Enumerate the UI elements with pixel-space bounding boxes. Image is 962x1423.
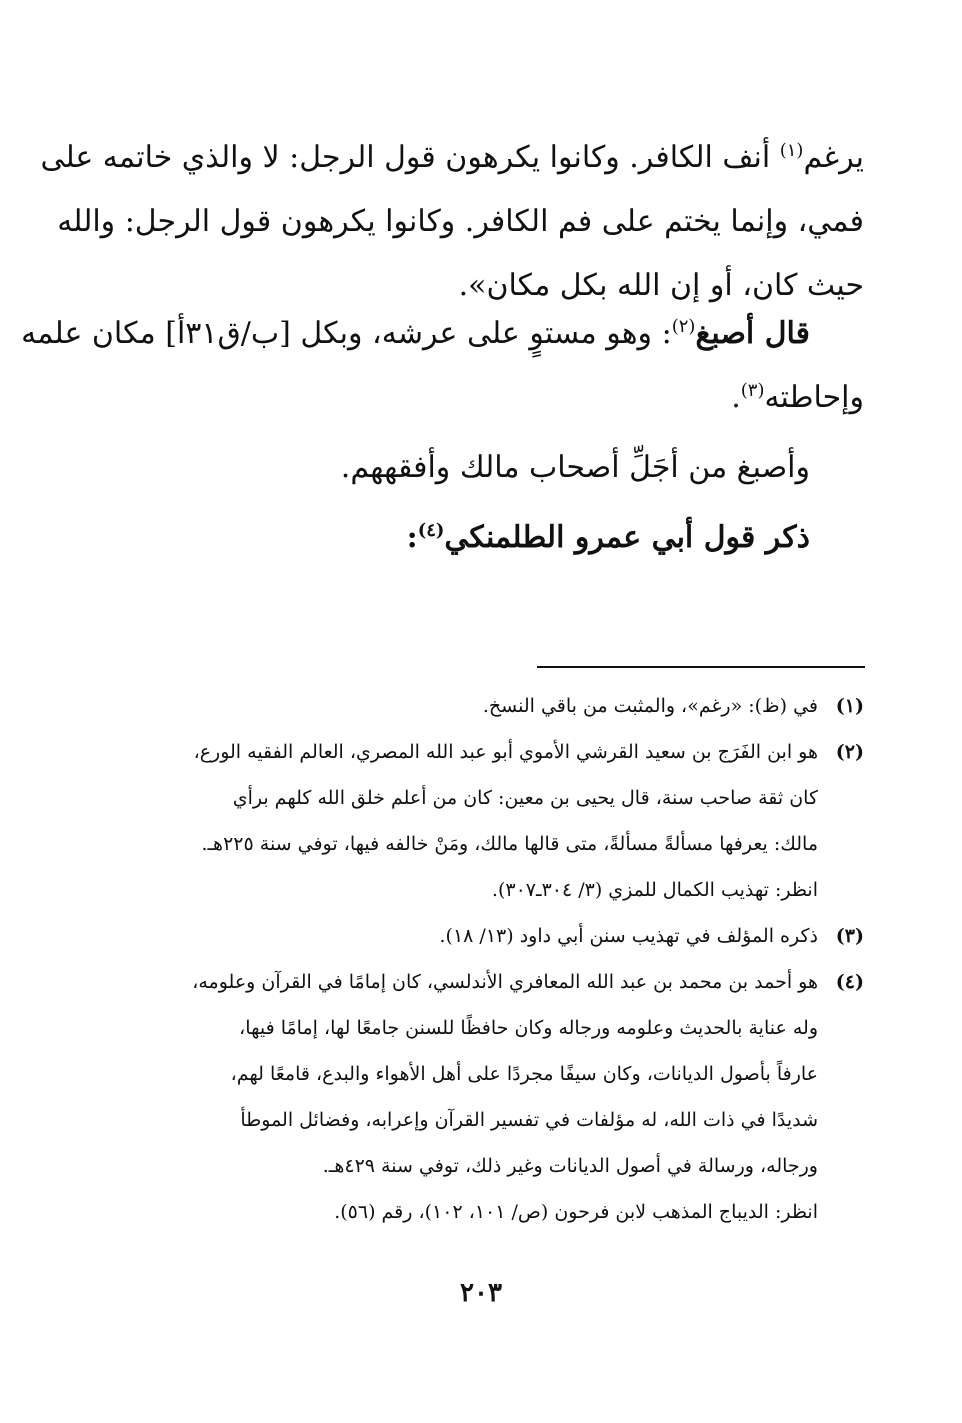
- footnote-number: (٢): [835, 741, 864, 763]
- footnote-marker-4: (٤): [417, 520, 445, 541]
- text-line: [40, 126, 864, 190]
- text-run: :: [406, 520, 418, 555]
- footnote-text: ذكره المؤلف في تهذيب سنن أبي داود (١٣/ ١٨).: [439, 925, 818, 947]
- footnote-2: [70, 729, 864, 913]
- heading-text: ذكر قول أبي عمرو الطلمنكي: [444, 520, 810, 555]
- footnote-line: مالك: يعرفها مسألةً مسألةً، متى قالها مالك، ومَنْ خالفه فيها، توفي سنة ٢٢٥هـ.: [201, 833, 818, 855]
- text-line: وأصبغ من أجَلِّ أصحاب مالك وأفقههم.: [340, 450, 810, 485]
- footnote-1: [70, 683, 864, 729]
- speaker-name: قال أصبغ: [695, 316, 810, 351]
- footnote-4: [70, 959, 864, 1235]
- main-paragraph-2: [21, 302, 864, 430]
- footnote-number: (٤): [835, 971, 864, 993]
- main-paragraph-1: [40, 126, 864, 318]
- section-heading: [88, 506, 864, 570]
- footnote-number: (١): [835, 695, 864, 717]
- footnote-separator: [537, 666, 865, 668]
- text-run: .: [731, 380, 741, 415]
- text-run: يرغم: [803, 140, 864, 175]
- footnote-line: وله عناية بالحديث وعلومه ورجاله وكان حافظًا للسنن جامعًا لها، إمامًا فيها،: [239, 1017, 818, 1039]
- footnote-line: انظر: تهذيب الكمال للمزي (٣/ ٣٠٤ـ٣٠٧).: [491, 879, 818, 901]
- footnote-3: [70, 913, 864, 959]
- main-paragraph-3: [88, 436, 864, 500]
- footnote-line: شديدًا في ذات الله، له مؤلفات في تفسير القرآن وإعرابه، وفضائل الموطأ: [240, 1109, 818, 1131]
- footnote-line: كان ثقة صاحب سنة، قال يحيى بن معين: كان من أعلم خلق الله كلهم برأي: [232, 787, 818, 809]
- footnote-marker-3: (٣): [740, 380, 765, 401]
- footnote-text: في (ظ): «رغم»، والمثبت من باقي النسخ.: [482, 695, 818, 717]
- footnote-text: هو أحمد بن محمد بن عبد الله المعافري الأندلسي، كان إمامًا في القرآن وعلومه،: [192, 971, 818, 993]
- footnote-line: [70, 959, 864, 1005]
- footnote-line: [70, 683, 864, 729]
- page-number: ٢٠٣: [460, 1278, 502, 1308]
- footnote-line: [70, 913, 864, 959]
- text-line: [21, 302, 864, 366]
- footnote-line: [70, 729, 864, 775]
- text-run: أنف الكافر. وكانوا يكرهون قول الرجل: لا والذي خاتمه على: [40, 140, 780, 175]
- text-line: [88, 366, 864, 430]
- text-line: [88, 506, 864, 570]
- footnote-marker-1: (١): [779, 140, 804, 161]
- text-run: وإحاطته: [764, 380, 864, 415]
- footnote-marker-2: (٢): [671, 316, 696, 337]
- text-line: حيث كان، أو إن الله بكل مكان».: [458, 268, 864, 303]
- footnote-line: عارفاً بأصول الديانات، وكان سيفًا مجردًا على أهل الأهواء والبدع، قامعًا لهم،: [230, 1063, 818, 1085]
- footnote-number: (٣): [835, 925, 864, 947]
- text-run: : وهو مستوٍ على عرشه، وبكل [ب/ق٣١أ] مكان علمه: [21, 316, 672, 351]
- footnote-text: هو ابن الفَرَج بن سعيد القرشي الأموي أبو عبد الله المصري، العالم الفقيه الورع،: [193, 741, 818, 763]
- text-line: فمي، وإنما يختم على فم الكافر. وكانوا يكرهون قول الرجل: والله: [57, 204, 864, 239]
- footnote-line: ورجاله، ورسالة في أصول الديانات وغير ذلك، توفي سنة ٤٢٩هـ.: [322, 1155, 818, 1177]
- footnote-line: انظر: الديباج المذهب لابن فرحون (ص/ ١٠١، ١٠٢)، رقم (٥٦).: [334, 1201, 818, 1223]
